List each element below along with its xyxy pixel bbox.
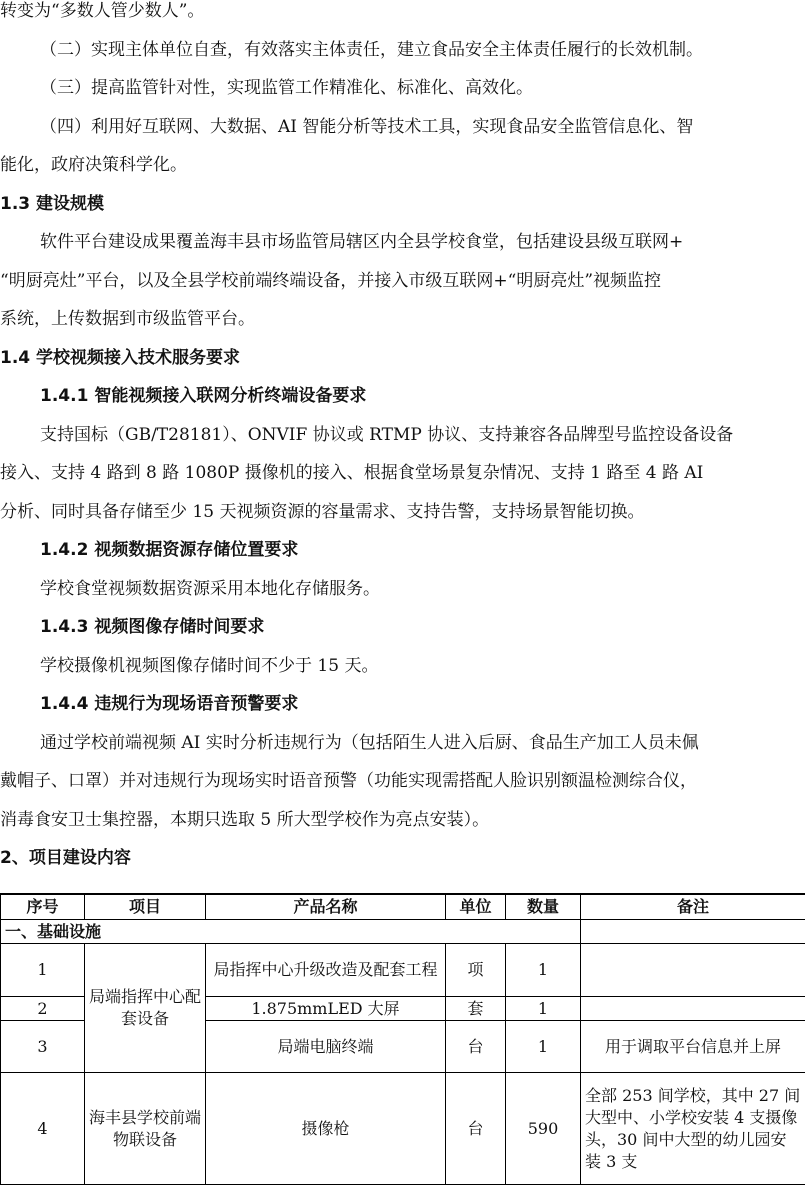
table-cell-qty: 1: [506, 997, 581, 1021]
table-cell-qty: 1: [506, 1021, 581, 1073]
paragraph-line: 系统，上传数据到市级监管平台。: [0, 309, 255, 329]
header-cell-project: 项目: [85, 894, 206, 920]
subsection-heading-1-4-1: 1.4.1 智能视频接入联网分析终端设备要求: [40, 386, 367, 406]
table-header-row: [1, 894, 805, 920]
table-cell-note: [581, 944, 805, 997]
subsection-heading-1-4-2: 1.4.2 视频数据资源存储位置要求: [40, 540, 299, 560]
table-cell-unit: 项: [446, 944, 506, 997]
table-cell-note: [581, 997, 805, 1021]
table-cell-no: 3: [1, 1021, 85, 1073]
header-cell-qty: 数量: [506, 894, 581, 920]
table-cell-product: 摄像枪: [206, 1073, 446, 1185]
paragraph-line: 戴帽子、口罩）并对违规行为现场实时语音预警（功能实现需搭配人脸识别额温检测综合仪，: [0, 771, 697, 791]
table-cell-project: 海丰县学校前端物联设备: [85, 1073, 206, 1185]
table-cell-note: 用于调取平台信息并上屏: [581, 1021, 805, 1073]
section-heading-1-4: 1.4 学校视频接入技术服务要求: [0, 348, 241, 368]
paragraph-line: （三）提高监管针对性，实现监管工作精准化、标准化、高效化。: [40, 78, 533, 98]
paragraph-line: 支持国标（GB/T28181）、ONVIF 协议或 RTMP 协议、支持兼容各品牌型号监控设备设备: [40, 425, 734, 445]
paragraph-line: （二）实现主体单位自查，有效落实主体责任，建立食品安全主体责任履行的长效机制。: [40, 40, 703, 60]
paragraph-line: 能化，政府决策科学化。: [0, 155, 187, 175]
paragraph-line: “明厨亮灶”平台，以及全县学校前端终端设备，并接入市级互联网+“明厨亮灶”视频监控: [0, 271, 662, 291]
paragraph-line: 软件平台建设成果覆盖海丰县市场监管局辖区内全县学校食堂，包括建设县级互联网+: [40, 232, 684, 252]
table-cell-no: 4: [1, 1073, 85, 1185]
paragraph-line: 接入、支持 4 路到 8 路 1080P 摄像机的接入、根据食堂场景复杂情况、支持 1 路至 4 路 AI: [0, 463, 704, 483]
header-cell-product: 产品名称: [206, 894, 446, 920]
table-cell-product: 局端电脑终端: [206, 1021, 446, 1073]
paragraph-line: 学校摄像机视频图像存储时间不少于 15 天。: [40, 656, 379, 676]
header-cell-no: 序号: [1, 894, 85, 920]
section-heading-2: 2、项目建设内容: [0, 848, 131, 868]
paragraph-line: 学校食堂视频数据资源采用本地化存储服务。: [40, 579, 380, 599]
table-cell-product: 局指挥中心升级改造及配套工程: [206, 944, 446, 997]
paragraph-line: 通过学校前端视频 AI 实时分析违规行为（包括陌生人进入后厨、食品生产加工人员未佩: [40, 733, 699, 753]
header-cell-unit: 单位: [446, 894, 506, 920]
header-cell-note: 备注: [581, 894, 805, 920]
table-cell-qty: 590: [506, 1073, 581, 1185]
paragraph-line: 转变为“多数人管少数人”。: [0, 1, 205, 21]
section-heading-1-3: 1.3 建设规模: [0, 194, 105, 214]
table-cell-qty: 1: [506, 944, 581, 997]
section-label: 一、基础设施: [1, 920, 581, 944]
table-cell-no: 2: [1, 997, 85, 1021]
table-cell-no: 1: [1, 944, 85, 997]
table-cell-unit: 套: [446, 997, 506, 1021]
table-row: [1, 944, 805, 997]
table-cell-unit: 台: [446, 1021, 506, 1073]
project-content-table: [0, 893, 805, 1185]
subsection-heading-1-4-3: 1.4.3 视频图像存储时间要求: [40, 617, 265, 637]
table-cell-unit: 台: [446, 1073, 506, 1185]
table-cell: [581, 920, 805, 944]
table-cell-product: 1.875mmLED 大屏: [206, 997, 446, 1021]
subsection-heading-1-4-4: 1.4.4 违规行为现场语音预警要求: [40, 694, 299, 714]
table-section-row: [1, 920, 805, 944]
table-cell-note: 全部 253 间学校，其中 27 间大型中、小学校安装 4 支摄像头，30 间中大型的幼儿园安装 3 支: [581, 1073, 805, 1185]
table-row: [1, 1073, 805, 1185]
paragraph-line: 消毒食安卫士集控器，本期只选取 5 所大型学校作为亮点安装）。: [0, 810, 490, 830]
table-cell-project: 局端指挥中心配套设备: [85, 944, 206, 1073]
paragraph-line: （四）利用好互联网、大数据、AI 智能分析等技术工具，实现食品安全监管信息化、智: [40, 117, 694, 137]
paragraph-line: 分析、同时具备存储至少 15 天视频资源的容量需求、支持告警，支持场景智能切换。: [0, 502, 645, 522]
